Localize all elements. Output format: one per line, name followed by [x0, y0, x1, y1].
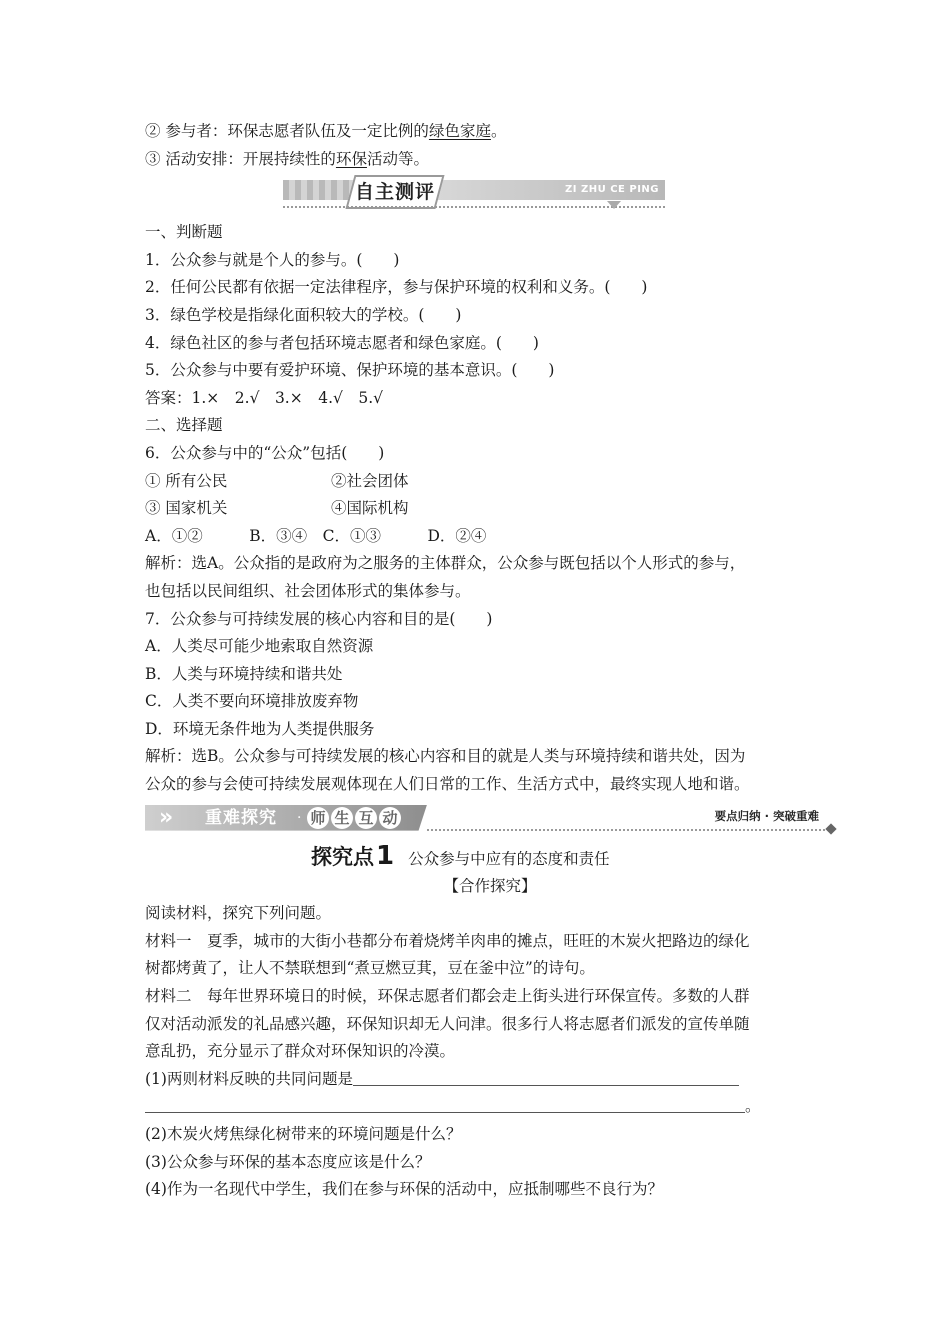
triangle-marker-icon	[607, 201, 621, 209]
self-test-banner	[145, 175, 835, 213]
question-6-answers: A．①② B．③④ C．①③ D．②④	[145, 526, 487, 545]
question-1: (1)两则材料反映的共同问题是	[145, 1066, 835, 1094]
question-7-analysis-cont: 公众的参与会使可持续发展观体现在人们日常的工作、生活方式中，最终实现人地和谐。	[145, 775, 750, 794]
key-points-banner: » 重难探究 · 师 生 互 动 要点归纳 · 突破重难	[145, 803, 835, 835]
question-6-analysis: 解析：选A。公众指的是政府为之服务的主体群众，公众参与既包括以个人形式的参与，	[145, 554, 746, 573]
question-7-option-c: C．人类不要向环境排放废弃物	[145, 692, 359, 711]
answer-blank	[145, 1096, 745, 1113]
judge-item-1: 1．公众参与就是个人的参与。( )	[145, 250, 400, 269]
banner-stripe	[283, 180, 353, 200]
underlined-term: 环保	[335, 149, 367, 168]
option-2: ②社会团体	[331, 471, 409, 490]
cooperative-inquiry-label: 【合作探究】	[443, 876, 537, 895]
question-7-option-d: D．环境无条件地为人类提供服务	[145, 719, 375, 738]
question-7-option-b: B．人类与环境持续和谐共处	[145, 664, 343, 683]
material-2-cont: 仅对活动派发的礼品感兴趣，环保知识却无人问津。很多行人将志愿者们派发的宣传单随	[145, 1014, 750, 1033]
answer-blank	[353, 1069, 739, 1086]
banner-title-box: 自主测评	[345, 175, 444, 209]
banner-circled-chars: 师 生 互 动	[307, 807, 403, 829]
participants-line: ② 参与者：环保志愿者队伍及一定比例的绿色家庭。	[145, 122, 507, 140]
judge-item-3: 3．绿色学校是指绿化面积较大的学校。( )	[145, 305, 462, 324]
question-7-stem: 7．公众参与可持续发展的核心内容和目的是( )	[145, 609, 493, 628]
question-6-options-row1	[145, 468, 835, 496]
judge-item-4: 4．绿色社区的参与者包括环境志愿者和绿色家庭。( )	[145, 333, 539, 352]
question-3: (3)公众参与环保的基本态度应该是什么？	[145, 1152, 431, 1171]
material-1-cont: 树都烤黄了，让人不禁联想到“煮豆燃豆萁，豆在釜中泣”的诗句。	[145, 959, 595, 978]
explore-point-heading: 探究点1 公众参与中应有的态度和责任	[311, 840, 610, 871]
diamond-marker-icon	[825, 823, 836, 834]
question-1-cont: 。	[145, 1093, 835, 1121]
question-2: (2)木炭火烤焦绿化树带来的环境问题是什么？	[145, 1125, 462, 1143]
question-7-option-a: A．人类尽可能少地索取自然资源	[145, 637, 374, 656]
option-4: ④国际机构	[331, 499, 409, 518]
document-page	[145, 118, 835, 1204]
question-6-stem: 6．公众参与中的“公众”包括( )	[145, 443, 385, 462]
question-7-analysis: 解析：选B。公众参与可持续发展的核心内容和目的就是人类与环境持续和谐共处，因为	[145, 747, 746, 766]
banner-subtitle: 要点归纳 · 突破重难	[714, 808, 819, 823]
question-6-analysis-cont: 也包括以民间组织、社会团体形式的集体参与。	[145, 581, 471, 600]
material-intro: 阅读材料，探究下列问题。	[145, 904, 332, 923]
banner-pinyin-bar: ZI ZHU CE PING	[425, 180, 665, 200]
choice-heading: 二、选择题	[145, 416, 223, 435]
question-4: (4)作为一名现代中学生，我们在参与环保的活动中，应抵制哪些不良行为？	[145, 1180, 663, 1199]
judge-answer: 答案：1.× 2.√ 3.× 4.√ 5.√	[145, 388, 384, 407]
banner-dotted-line	[427, 829, 829, 831]
judge-item-5: 5．公众参与中要有爱护环境、保护环境的基本意识。( )	[145, 361, 555, 380]
judge-heading: 一、判断题	[145, 223, 223, 242]
underlined-term: 绿色家庭	[428, 122, 491, 140]
option-1: ① 所有公民	[145, 471, 228, 490]
activity-line: ③ 活动安排：开展持续性的环保活动等。	[145, 149, 429, 168]
double-chevron-icon: »	[159, 804, 174, 830]
material-1: 材料一 夏季，城市的大街小巷都分布着烧烤羊肉串的摊点，旺旺的木炭火把路边的绿化	[145, 931, 750, 950]
option-3: ③ 国家机关	[145, 499, 228, 518]
question-6-options-row2	[145, 495, 835, 523]
material-2-cont2: 意乱扔，充分显示了群众对环保知识的冷漠。	[145, 1042, 456, 1061]
judge-item-2: 2．任何公民都有依据一定法律程序，参与保护环境的权利和义务。( )	[145, 278, 648, 297]
material-2: 材料二 每年世界环境日的时候，环保志愿者们都会走上街头进行环保宣传。多数的人群	[145, 987, 750, 1006]
